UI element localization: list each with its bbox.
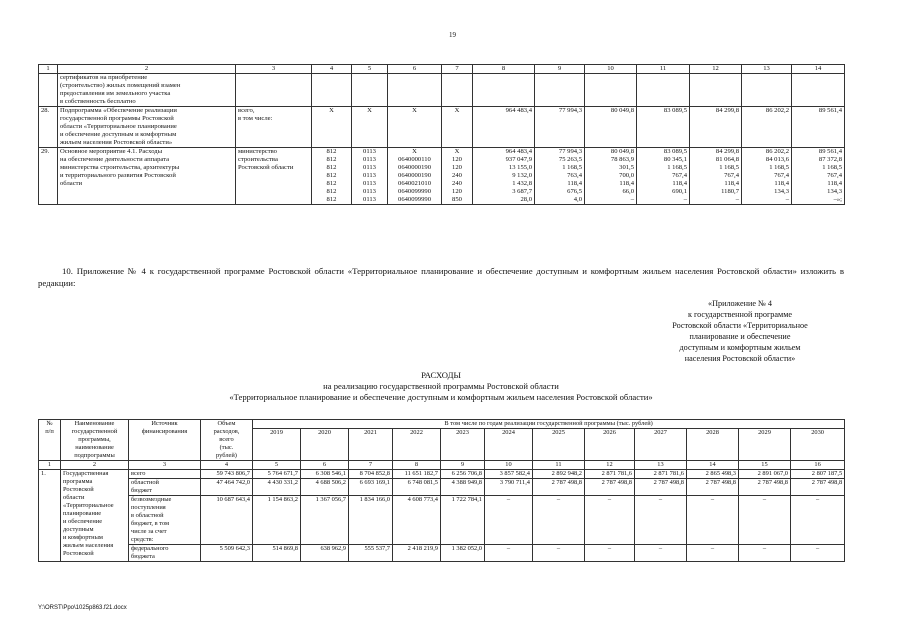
value-column [535,148,585,205]
col-number: 1 [39,65,58,74]
sub-value: 767,4 [827,172,842,179]
cell: – [635,496,687,545]
sub-value: 1 168,5 [562,164,582,171]
sub-value: 763,4 [567,172,582,179]
sub-value: 0640099990 [398,196,431,203]
sub-value: 89 561,4 [818,148,842,155]
sub-value: 84 299,8 [715,148,739,155]
header-name: Наименование государственной программы, наименование подпрограммы [61,420,129,461]
sub-value: 0640021010 [398,180,431,187]
sub-value: 134,3 [827,188,842,195]
column-number: 11 [533,461,585,470]
cell: 86 202,2 [742,107,792,148]
sub-value: 1 168,5 [667,164,687,171]
sub-value: 1 432,8 [512,180,532,187]
column-number: 14 [687,461,739,470]
cell: 3 790 711,4 [485,479,533,496]
year-header: 2020 [301,429,349,461]
cell: 80 049,8 [585,107,637,148]
col-number: 9 [535,65,585,74]
cell: 6 748 081,5 [393,479,441,496]
sub-value: –»; [833,196,842,203]
sub-value: 767,4 [774,172,789,179]
sub-value: – [683,196,687,203]
cell: 8 704 852,8 [349,470,393,479]
cell: Х [442,107,473,148]
col-number: 12 [690,65,742,74]
target-article-column [388,148,442,205]
cell: Х [388,107,442,148]
sub-value: 812 [326,196,337,203]
sub-value: 120 [452,188,462,195]
sub-value: 118,4 [567,180,582,187]
source-cell: безвозмездные поступления в областной бюджет, в том числе за счет средств: [129,496,201,545]
sub-value: 134,3 [774,188,789,195]
cell: 2 787 498,8 [585,479,635,496]
source-cell: областной бюджет [129,479,201,496]
table-row [39,470,845,479]
column-number: 16 [791,461,845,470]
cell: 59 743 806,7 [201,470,253,479]
sub-value: 812 [326,164,337,171]
sub-value: 0113 [363,196,376,203]
sub-value: 0113 [363,148,376,155]
cell: 1 382 052,0 [441,545,485,562]
value-column [742,148,792,205]
cell: 6 693 169,1 [349,479,393,496]
cell: Х [352,107,388,148]
sub-value: 812 [326,188,337,195]
table-row [39,545,845,562]
cell: – [533,545,585,562]
row-name: Подпрограмма «Обеспечение реализации государственной программы Ростовской области «Территориальное планирование и обеспечение доступным и комфортным жильем населения Ростовской области» [58,107,236,148]
cell: 964 483,4 [473,107,535,148]
sub-value: 0640099990 [398,188,431,195]
sub-value: 812 [326,172,337,179]
sub-value: 240 [452,172,462,179]
sub-value: 81 064,8 [715,156,739,163]
sub-value: 3 687,7 [512,188,532,195]
sub-value: 301,5 [619,164,634,171]
cell: Х [312,107,352,148]
cell: 2 787 498,8 [791,479,845,496]
cell: 6 256 706,8 [441,470,485,479]
cell: 1 367 056,7 [301,496,349,545]
column-number: 6 [301,461,349,470]
row-number: 28. [39,107,58,148]
cell: 2 787 498,8 [687,479,739,496]
sub-value: 0113 [363,164,376,171]
cell: 1 722 784,1 [441,496,485,545]
sub-value: 9 132,0 [512,172,532,179]
cell: 2 787 498,8 [635,479,687,496]
sub-value: 80 049,8 [610,148,634,155]
value-column [792,148,845,205]
cell: – [585,545,635,562]
sub-value: 87 372,8 [818,156,842,163]
year-header: 2019 [253,429,301,461]
sub-value: 120 [452,164,462,171]
sub-value: 0113 [363,156,376,163]
cell: 2 891 067,0 [739,470,791,479]
table-row [39,74,845,107]
value-column [637,148,690,205]
sub-value: 676,5 [567,188,582,195]
sub-value: 28,0 [520,196,532,203]
cell: 4 430 331,2 [253,479,301,496]
column-number: 2 [61,461,129,470]
column-number: 1 [39,461,61,470]
sub-value: 0113 [363,172,376,179]
column-number: 5 [253,461,301,470]
col-number: 11 [637,65,690,74]
row-name: сертификатов на приобретение (строительство) жилых помещений взамен предоставления им земельного участка в собственность бесплатно [58,74,236,107]
year-header: 2026 [585,429,635,461]
cell: 2 892 948,2 [533,470,585,479]
sub-value: 83 089,5 [663,148,687,155]
sub-value: 118,4 [672,180,687,187]
cell: – [791,545,845,562]
sub-value: 77 994,3 [558,148,582,155]
cell: 2 787 498,8 [739,479,791,496]
row-number: 29. [39,148,58,205]
row-name: Основное мероприятие 4.1. Расходы на обеспечение деятельности аппарата министерства строительства, архитектуры и территориального развития Ростовской области [58,148,236,205]
cell: 89 561,4 [792,107,845,148]
sub-value: 767,4 [672,172,687,179]
cell: 4 388 949,8 [441,479,485,496]
sub-value: 118,4 [619,180,634,187]
cell: 3 857 582,4 [485,470,533,479]
executor: министерство строительства Ростовской области [236,148,312,205]
column-number: 10 [485,461,533,470]
cell: 2 871 781,6 [585,470,635,479]
column-numbers-row [39,461,845,470]
sub-value: 690,1 [672,188,687,195]
column-number: 15 [739,461,791,470]
table-row [39,148,845,205]
expense-type-column [442,148,473,205]
header-years-group: В том числе по годам реализации государственной программы (тыс. рублей) [253,420,845,429]
sub-value: – [630,196,634,203]
col-number: 6 [388,65,442,74]
sub-value: 1 168,5 [822,164,842,171]
cell: 5 509 642,3 [201,545,253,562]
sub-value: 812 [326,180,337,187]
program-name: Государственная программа Ростовской области «Территориальное планирование и обеспечение доступным и комфортным жильем населения Ростовской [61,470,129,562]
amendment-paragraph: 10. Приложение № 4 к государственной программе Ростовской области «Территориальное планирование и обеспечение доступным и комфортным жильем населения Ростовской области» изложить в редакции: [38,266,844,288]
source-cell: всего [129,470,201,479]
year-header: 2022 [393,429,441,461]
table-row [39,496,845,545]
column-number: 3 [129,461,201,470]
sub-value: – [735,196,739,203]
cell: – [485,545,533,562]
source-cell: федерального бюджета [129,545,201,562]
cell: – [533,496,585,545]
sub-value: 80 345,1 [663,156,687,163]
cell: – [687,496,739,545]
value-column [585,148,637,205]
sub-value: 86 202,2 [765,148,789,155]
col-number: 13 [742,65,792,74]
header-source: Источник финансирования [129,420,201,461]
sub-value: 120 [452,156,462,163]
cell: 6 308 546,1 [301,470,349,479]
col-number: 2 [58,65,236,74]
year-header: 2024 [485,429,533,461]
cell: – [635,545,687,562]
cell: 83 089,5 [637,107,690,148]
cell: 1 154 863,2 [253,496,301,545]
column-number: 4 [201,461,253,470]
sub-value: 118,4 [774,180,789,187]
sub-value: Х [412,148,417,155]
year-header: 2028 [687,429,739,461]
sub-value: 964 483,4 [505,148,532,155]
grbs-column [312,148,352,205]
col-number: 3 [236,65,312,74]
expenses-table [38,419,845,562]
cell: – [585,496,635,545]
column-number: 8 [393,461,441,470]
document-title: РАСХОДЫ на реализацию государственной программы Ростовской области «Территориальное планирование и обеспечение доступным и комфортным жильем населения Ростовской области» [229,370,653,402]
cell: 4 688 506,2 [301,479,349,496]
sub-value: 0640000110 [398,156,431,163]
cell: 84 299,8 [690,107,742,148]
col-number: 10 [585,65,637,74]
sub-value: – [785,196,789,203]
executor: всего, в том числе: [236,107,312,148]
cell: – [687,545,739,562]
year-header: 2027 [635,429,687,461]
column-number: 13 [635,461,687,470]
value-column [690,148,742,205]
column-number: 12 [585,461,635,470]
cell: – [485,496,533,545]
appendix-header: «Приложение № 4 к государственной программе Ростовской области «Территориальное планирование и обеспечение доступным и комфортным жильем населения Ростовской области» [672,299,808,363]
table-row [39,479,845,496]
header-row [39,65,845,74]
sub-value: 937 047,9 [505,156,532,163]
cell: 2 418 219,9 [393,545,441,562]
col-number: 7 [442,65,473,74]
cell: – [739,545,791,562]
col-number: 4 [312,65,352,74]
cell: 2 787 498,8 [533,479,585,496]
value-column [473,148,535,205]
col-number: 8 [473,65,535,74]
sub-value: 0113 [363,180,376,187]
year-header: 2030 [791,429,845,461]
cell: 11 651 182,7 [393,470,441,479]
column-number: 7 [349,461,393,470]
sub-value: 0113 [363,188,376,195]
sub-value: 78 863,9 [610,156,634,163]
sub-value: 850 [452,196,462,203]
column-number: 9 [441,461,485,470]
section-column [352,148,388,205]
sub-value: 84 013,6 [765,156,789,163]
sub-value: 812 [326,148,337,155]
year-header: 2029 [739,429,791,461]
sub-value: 13 155,0 [508,164,532,171]
sub-value: Х [454,148,460,155]
year-header: 2025 [533,429,585,461]
cell: – [791,496,845,545]
table-row [39,107,845,148]
sub-value: 4,0 [573,196,582,203]
year-header: 2023 [441,429,485,461]
cell: 555 537,7 [349,545,393,562]
sub-value: 767,4 [724,172,739,179]
sub-value: 75 263,5 [558,156,582,163]
sub-value: 700,0 [619,172,634,179]
cell: 638 962,9 [301,545,349,562]
sub-value: 812 [326,156,337,163]
cell: 2 871 781,6 [635,470,687,479]
sub-value: 1180,7 [721,188,739,195]
sub-value: 66,0 [622,188,634,195]
sub-value: 0640000190 [398,164,431,171]
sub-value: 118,4 [724,180,739,187]
cell: 1 834 166,0 [349,496,393,545]
row-number: 1. [39,470,61,562]
file-path-footer: Y:\ORST\Ppo\1025p863.f21.docx [38,605,127,611]
page-number: 19 [449,31,456,39]
cell: 5 764 671,7 [253,470,301,479]
cell: 77 994,3 [535,107,585,148]
header-volume: Объем расходов, всего (тыс. рублей) [201,420,253,461]
cell: 2 807 187,5 [791,470,845,479]
year-header: 2021 [349,429,393,461]
cell: 4 608 773,4 [393,496,441,545]
cell: 2 865 498,3 [687,470,739,479]
program-activities-table [38,64,845,205]
sub-value: 118,4 [827,180,842,187]
header-num: № п/п [39,420,61,461]
col-number: 14 [792,65,845,74]
sub-value: 1 168,5 [769,164,789,171]
sub-value: 0640000190 [398,172,431,179]
sub-value: 240 [452,180,462,187]
cell: 47 464 742,0 [201,479,253,496]
sub-value: 1 168,5 [719,164,739,171]
cell: 514 869,8 [253,545,301,562]
col-number: 5 [352,65,388,74]
cell: 10 687 643,4 [201,496,253,545]
cell: – [739,496,791,545]
